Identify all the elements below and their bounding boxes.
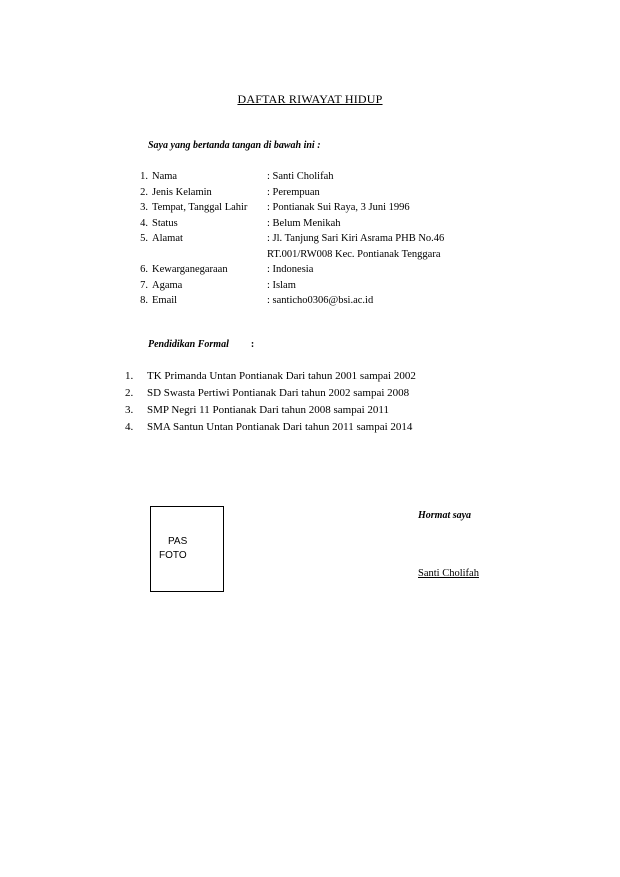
biodata-label <box>152 247 267 263</box>
biodata-row <box>130 169 507 185</box>
biodata-number: 7. <box>140 279 148 291</box>
education-item <box>125 368 416 385</box>
education-text: SMP Negri 11 Pontianak Dari tahun 2008 sampai 2011 <box>147 404 389 416</box>
education-item <box>125 402 416 419</box>
education-heading-colon: : <box>250 339 255 350</box>
biodata-value: : Pontianak Sui Raya, 3 Juni 1996 <box>267 202 410 213</box>
education-heading-text: Pendidikan Formal <box>148 339 229 350</box>
biodata-label: Tempat, Tanggal Lahir <box>152 202 248 213</box>
biodata-label: Status <box>152 217 178 229</box>
biodata-number <box>130 247 152 263</box>
biodata-row <box>130 185 507 201</box>
photo-label-line1: PAS <box>168 536 188 547</box>
biodata-value: : Belum Menikah <box>267 217 341 229</box>
biodata-row <box>130 293 507 309</box>
education-item <box>125 419 416 436</box>
education-number: 4. <box>125 421 134 433</box>
education-text: SD Swasta Pertiwi Pontianak Dari tahun 2002 sampai 2008 <box>147 387 410 399</box>
biodata-number: 4. <box>140 217 148 229</box>
biodata-row-continuation <box>130 247 507 263</box>
biodata-label: Alamat <box>152 233 183 244</box>
biodata-value: : santicho0306@bsi.ac.id <box>267 295 374 306</box>
education-number: 2. <box>125 387 134 399</box>
education-item <box>125 385 416 402</box>
signature-name: Santi Cholifah <box>418 568 479 579</box>
education-list <box>125 368 416 436</box>
biodata-number: 3. <box>140 202 148 213</box>
photo-label-line2: FOTO <box>159 550 187 561</box>
education-text: TK Primanda Untan Pontianak Dari tahun 2001 sampai 2002 <box>147 370 416 382</box>
biodata-number: 5. <box>140 233 148 244</box>
biodata-number: 6. <box>140 264 148 275</box>
biodata-list <box>130 169 507 309</box>
biodata-label: Kewarganegaraan <box>152 264 228 275</box>
biodata-number: 1. <box>140 171 148 182</box>
education-text: SMA Santun Untan Pontianak Dari tahun 2011 sampai 2014 <box>147 421 413 433</box>
education-number: 1. <box>125 370 134 382</box>
biodata-row <box>130 278 507 294</box>
education-heading <box>148 339 254 350</box>
biodata-label: Email <box>152 295 178 306</box>
biodata-value: : Jl. Tanjung Sari Kiri Asrama PHB No.46 <box>267 233 445 244</box>
biodata-row <box>130 262 507 278</box>
biodata-row <box>130 200 507 216</box>
biodata-value: : Perempuan <box>267 186 320 198</box>
biodata-number: 2. <box>140 186 148 198</box>
education-number: 3. <box>125 404 134 416</box>
biodata-number: 8. <box>140 295 148 306</box>
intro-text: Saya yang bertanda tangan di bawah ini : <box>148 140 321 151</box>
biodata-row <box>130 231 507 247</box>
biodata-label: Agama <box>152 279 183 291</box>
biodata-value: : Islam <box>267 279 296 291</box>
biodata-value: RT.001/RW008 Kec. Pontianak Tenggara <box>267 248 441 260</box>
document-title: DAFTAR RIWAYAT HIDUP <box>237 92 383 106</box>
biodata-label: Nama <box>152 171 178 182</box>
biodata-value: : Indonesia <box>267 264 314 275</box>
photo-placeholder <box>150 506 224 592</box>
biodata-row <box>130 216 507 232</box>
biodata-label: Jenis Kelamin <box>152 186 212 198</box>
closing-text: Hormat saya <box>418 510 472 521</box>
biodata-value: : Santi Cholifah <box>267 171 334 182</box>
